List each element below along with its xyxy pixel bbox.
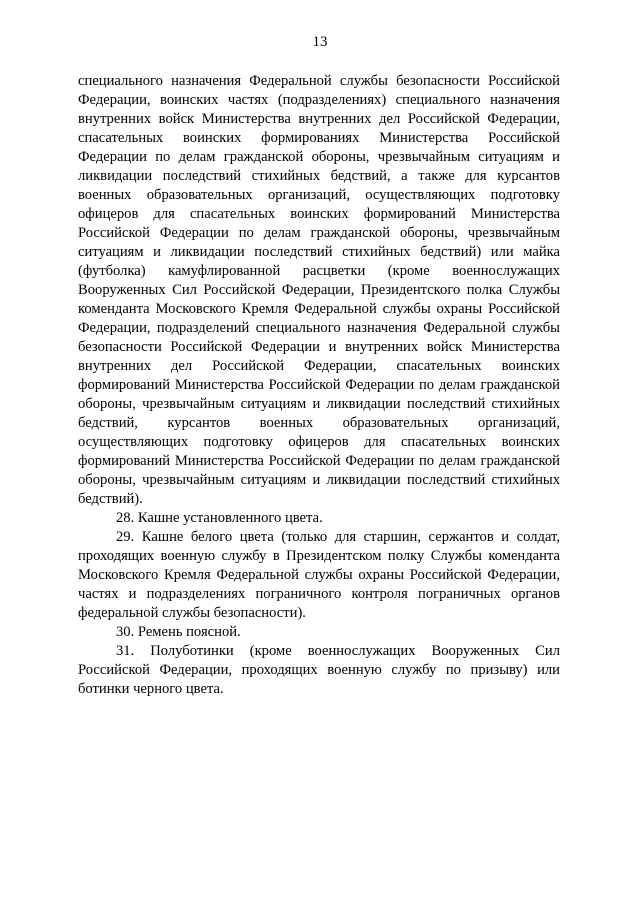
document-body xyxy=(78,72,560,699)
paragraph-item-30: 30. Ремень поясной. xyxy=(116,624,241,640)
page-number: 13 xyxy=(312,34,328,50)
paragraph-item-31: 31. Полуботинки (кроме военнослужащих Вооруженных Сил Российской Федерации, проходящих военную службу по призыву) или ботинки черного цвета. xyxy=(78,643,560,697)
paragraph-item-29: 29. Кашне белого цвета (только для старшин, сержантов и солдат, проходящих военную службу в Президентском полку Службы коменданта Московского Кремля Федеральной службы охраны Российской Федерации, частях и подразделениях пограничного контроля пограничных органов федеральной службы безопасности). xyxy=(78,529,560,621)
paragraph-item-28: 28. Кашне установленного цвета. xyxy=(116,510,323,526)
paragraph-continuation: специального назначения Федеральной службы безопасности Российской Федерации, воинских частях (подразделениях) специального назначения внутренних войск Министерства внутренних дел Российской Федерации, спасательных воинских формированиях Министерства Российской Федерации по делам гражданской обороны, чрезвычайным ситуациям и ликвидации последствий стихийных бедствий, а также для курсантов военных образовательных организаций, осуществляющих подготовку офицеров для спасательных воинских формирований Министерства Российской Федерации по делам гражданской обороны, чрезвычайным ситуациям и ликвидации последствий стихийных бедствий) или майка (футболка) камуфлированной расцветки (кроме военнослужащих Вооруженных Сил Российской Федерации, Президентского полка Службы коменданта Московского Кремля Федеральной службы охраны Российской Федерации, подразделений специального назначения Федеральной службы безопасности Российской Федерации и внутренних войск Министерства внутренних дел Российской Федерации, спасательных воинских формирований Министерства Российской Федерации по делам гражданской обороны, чрезвычайным ситуациям и ликвидации последствий стихийных бедствий, курсантов военных образовательных организаций, осуществляющих подготовку офицеров для спасательных воинских формирований Министерства Российской Федерации по делам гражданской обороны, чрезвычайным ситуациям и ликвидации последствий стихийных бедствий). xyxy=(78,73,560,507)
